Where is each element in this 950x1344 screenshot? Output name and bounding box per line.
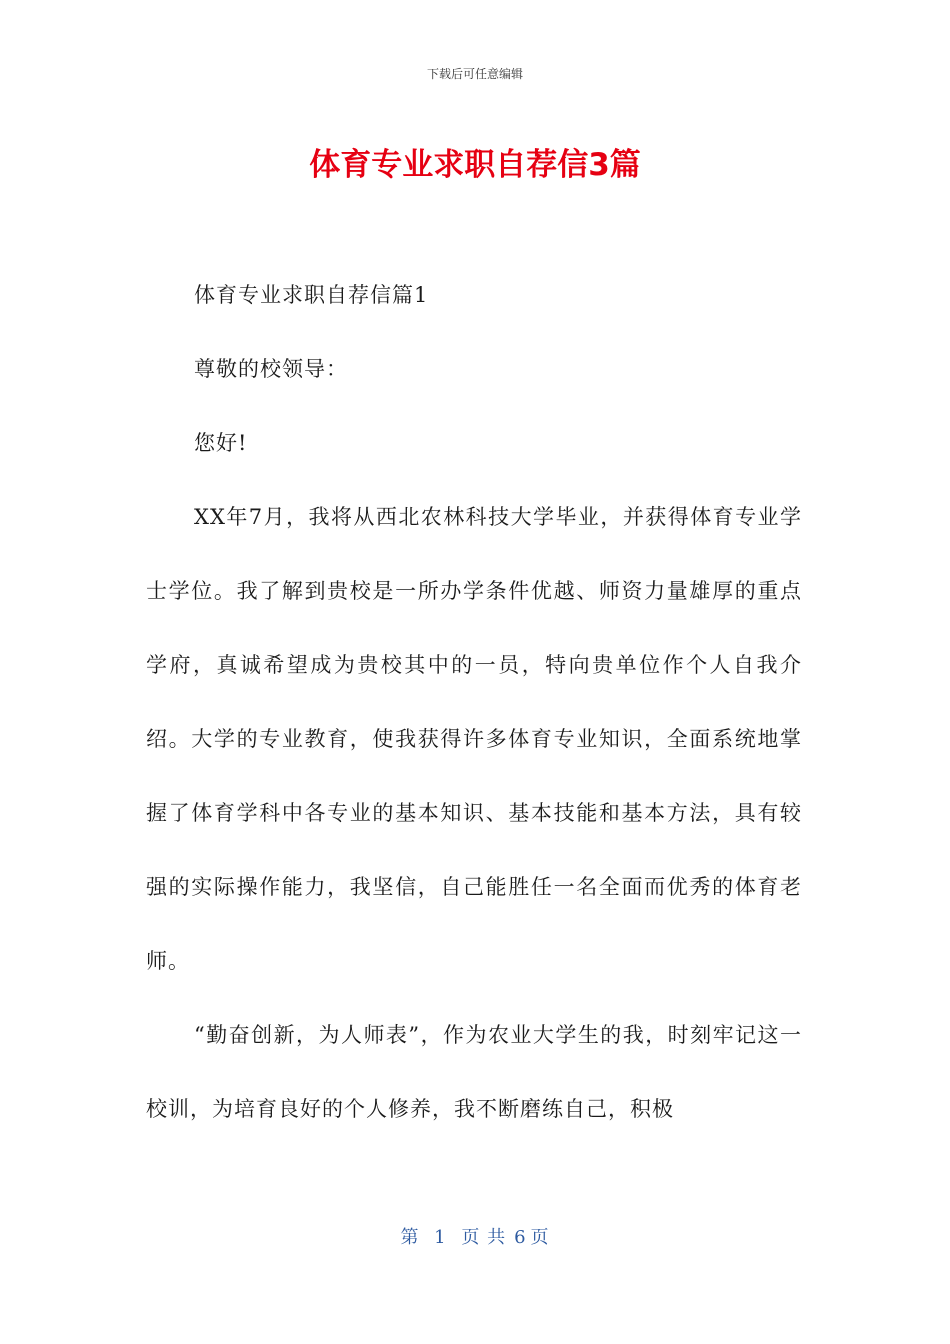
body-paragraph: “勤奋创新，为人师表”，作为农业大学生的我，时刻牢记这一校训，为培育良好的个人修养，我不断磨练自己，积极	[146, 1023, 802, 1121]
document-body	[146, 277, 802, 1165]
footer-current-page: 1	[434, 1227, 447, 1248]
footer-label-page: 第	[400, 1227, 420, 1248]
footer-total-pages: 6	[514, 1227, 527, 1248]
footer-label-end: 页	[530, 1227, 550, 1248]
section-heading: 体育专业求职自荐信篇1	[194, 283, 429, 307]
document-title: 体育专业求职自荐信3篇	[309, 147, 641, 183]
salutation: 尊敬的校领导：	[194, 357, 348, 381]
page-footer	[0, 1226, 950, 1250]
greeting: 您好!	[194, 431, 248, 455]
body-paragraph: XX年7月，我将从西北农林科技大学毕业，并获得体育专业学士学位。我了解到贵校是一所办学条件优越、师资力量雄厚的重点学府，真诚希望成为贵校其中的一员，特向贵单位作个人自我介绍。大学的专业教育，使我获得许多体育专业知识，全面系统地掌握了体育学科中各专业的基本知识、基本技能和基本方法，具有较强的实际操作能力，我坚信，自己能胜任一名全面而优秀的体育老师。	[146, 505, 802, 973]
footer-label-of: 页 共	[461, 1227, 507, 1248]
page-header-note: 下载后可任意编辑	[426, 67, 523, 81]
